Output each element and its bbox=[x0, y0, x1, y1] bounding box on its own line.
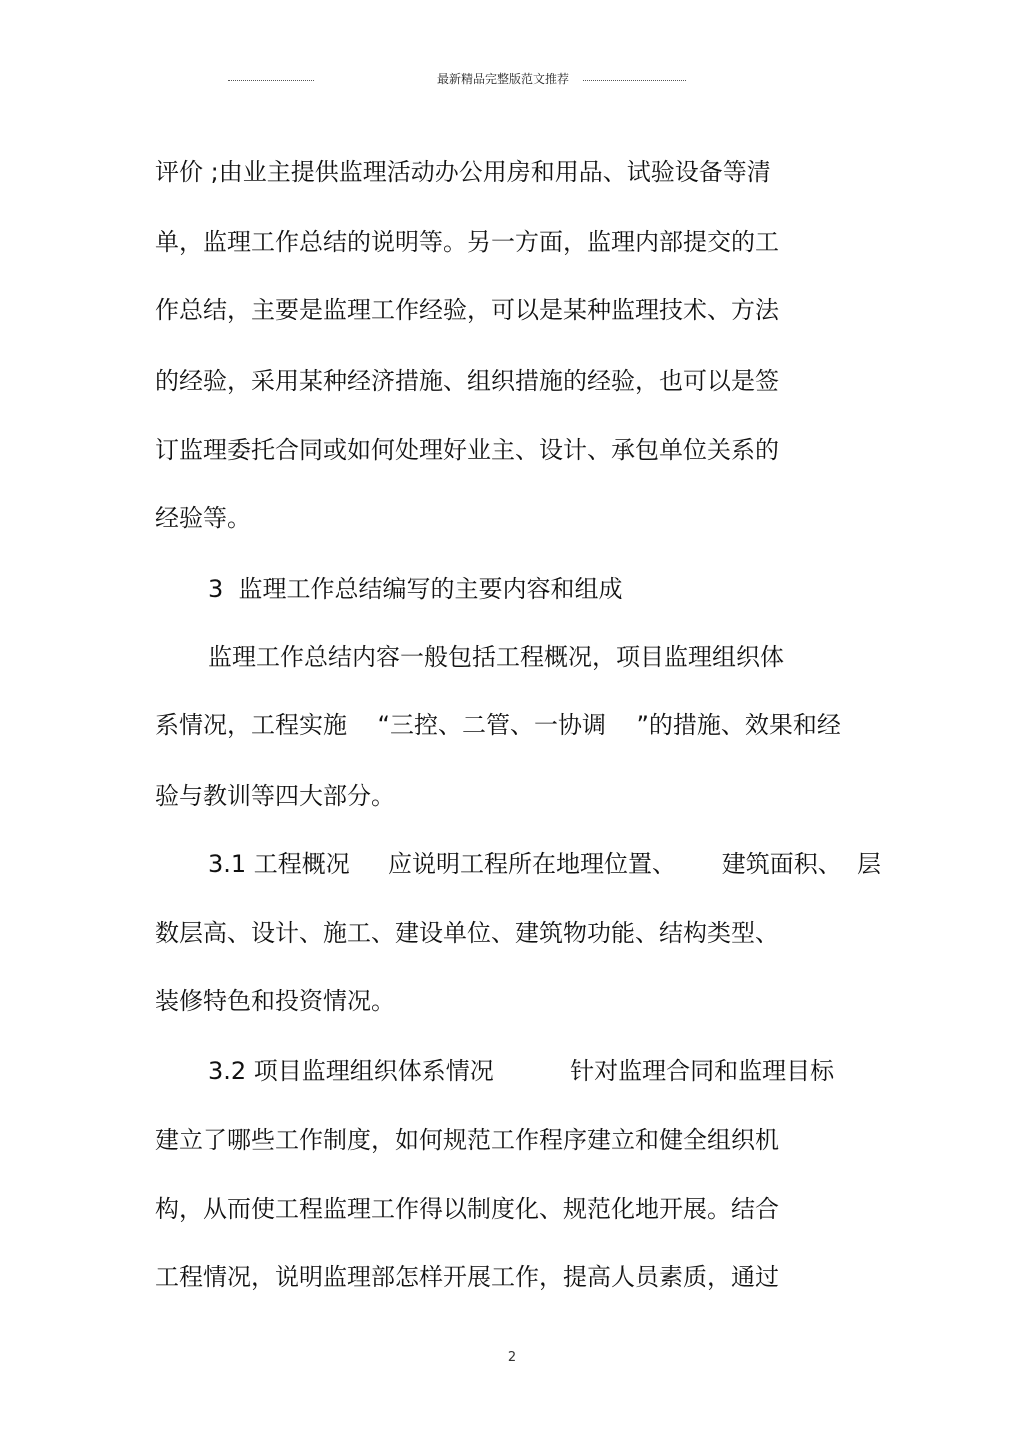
section-heading: 3 监理工作总结编写的主要内容和组成 bbox=[208, 575, 623, 603]
page-number: 2 bbox=[507, 1350, 517, 1365]
body-line: 装修特色和投资情况。 bbox=[155, 987, 395, 1015]
body-line: 单，监理工作总结的说明等。另一方面，监理内部提交的工 bbox=[155, 228, 779, 256]
subsection-line: 3.2 项目监理组织体系情况 针对监理合同和监理目标 bbox=[208, 1057, 835, 1085]
subsection-line: 3.1 工程概况 应说明工程所在地理位置、 建筑面积、 层 bbox=[208, 850, 881, 878]
header-title: 最新精品完整版范文推荐 bbox=[437, 72, 570, 86]
body-line: 验与教训等四大部分。 bbox=[155, 782, 395, 810]
body-line: 构，从而使工程监理工作得以制度化、规范化地开展。结合 bbox=[155, 1195, 779, 1223]
body-line: 经验等。 bbox=[155, 504, 251, 532]
header-rule-left bbox=[228, 80, 314, 81]
body-line: 工程情况，说明监理部怎样开展工作，提高人员素质，通过 bbox=[155, 1263, 779, 1291]
body-line: 系情况，工程实施 “三控、二管、一协调 ”的措施、效果和经 bbox=[155, 711, 841, 739]
body-line: 监理工作总结内容一般包括工程概况，项目监理组织体 bbox=[208, 643, 784, 671]
body-line: 数层高、设计、施工、建设单位、建筑物功能、结构类型、 bbox=[155, 919, 779, 947]
header-rule-right bbox=[583, 80, 686, 81]
page-header bbox=[0, 70, 1024, 90]
body-line: 订监理委托合同或如何处理好业主、设计、承包单位关系的 bbox=[155, 436, 779, 464]
body-line: 的经验，采用某种经济措施、组织措施的经验，也可以是签 bbox=[155, 367, 779, 395]
body-line: 建立了哪些工作制度，如何规范工作程序建立和健全组织机 bbox=[155, 1126, 779, 1154]
body-line: 作总结，主要是监理工作经验，可以是某种监理技术、方法 bbox=[155, 296, 779, 324]
body-line: 评价 ;由业主提供监理活动办公用房和用品、试验设备等清 bbox=[155, 158, 771, 186]
